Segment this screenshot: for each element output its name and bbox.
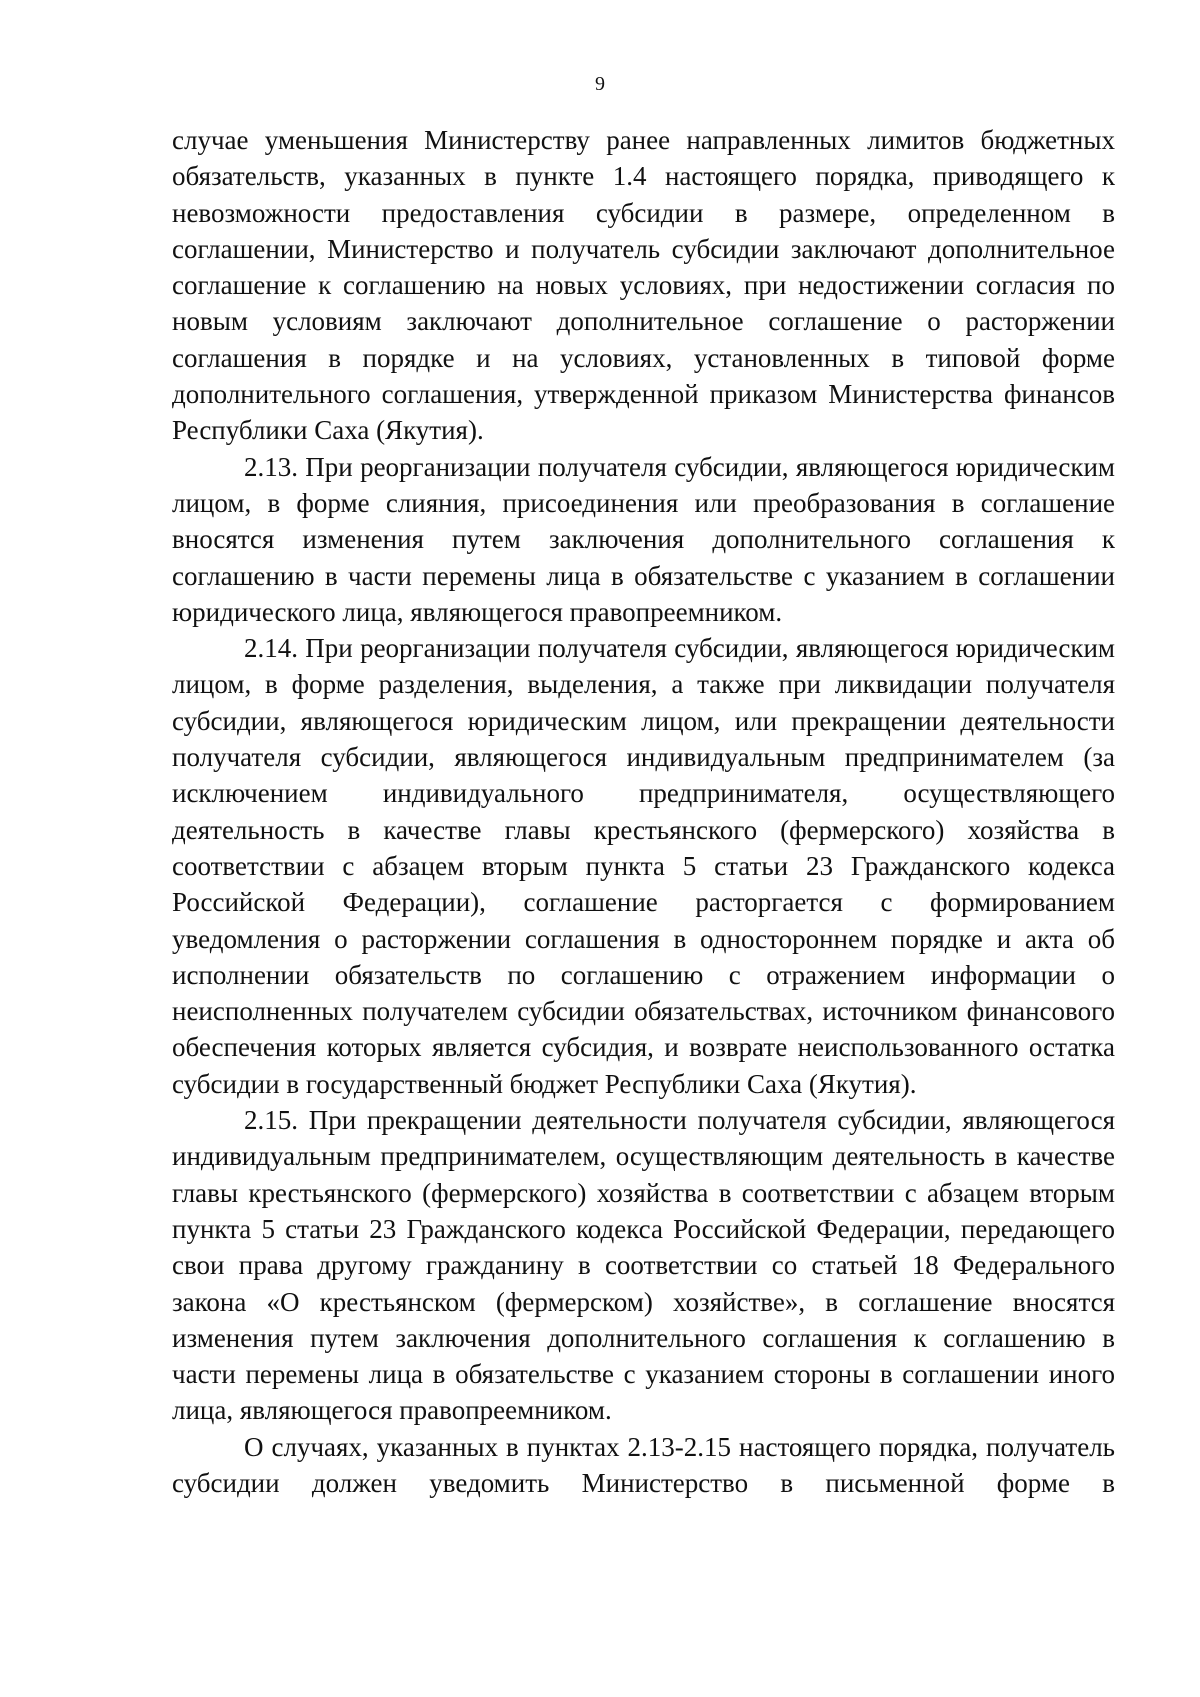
paragraph-2-14: 2.14. При реорганизации получателя субсидии, являющегося юридическим лицом, в форме разделения, выделения, а также при ликвидации получателя субсидии, являющегося юридическим лицом, или прекращении деятельности получателя субсидии, являющегося индивидуальным предпринимателем (за исключением индивидуального предпринимателя, осуществляющего деятельность в качестве главы крестьянского (фермерского) хозяйства в соответствии с абзацем вторым пункта 5 статьи 23 Гражданского кодекса Российской Федерации), соглашение расторгается с формированием уведомления о расторжении соглашения в одностороннем порядке и акта об исполнении обязательств по соглашению с отражением информации о неисполненных получателем субсидии обязательствах, источником финансового обеспечения которых является субсидия, и возврате неиспользованного остатка субсидии в государственный бюджет Республики Саха (Якутия). (172, 633, 1115, 1099)
document-body (172, 122, 1115, 1501)
paragraph-notice: О случаях, указанных в пунктах 2.13-2.15 настоящего порядка, получатель субсидии должен уведомить Министерство в письменной форме в (172, 1431, 1115, 1498)
paragraph-2-15: 2.15. При прекращении деятельности получателя субсидии, являющегося индивидуальным предпринимателем, осуществляющим деятельность в качестве главы крестьянского (фермерского) хозяйства в соответствии с абзацем вторым пункта 5 статьи 23 Гражданского кодекса Российской Федерации, передающего свои права другому гражданину в соответствии со статьей 18 Федерального закона «О крестьянском (фермерском) хозяйстве», в соглашение вносятся изменения путем заключения дополнительного соглашения к соглашению в части перемены лица в обязательстве с указанием стороны в соглашении иного лица, являющегося правопреемником. (172, 1105, 1115, 1426)
paragraph-continuation: случае уменьшения Министерству ранее направленных лимитов бюджетных обязательств, указанных в пункте 1.4 настоящего порядка, приводящего к невозможности предоставления субсидии в размере, определенном в соглашении, Министерство и получатель субсидии заключают дополнительное соглашение к соглашению на новых условиях, при недостижении согласия по новым условиям заключают дополнительное соглашение о расторжении соглашения в порядке и на условиях, установленных в типовой форме дополнительного соглашения, утвержденной приказом Министерства финансов Республики Саха (Якутия). (172, 125, 1115, 446)
paragraph-2-13: 2.13. При реорганизации получателя субсидии, являющегося юридическим лицом, в форме слияния, присоединения или преобразования в соглашение вносятся изменения путем заключения дополнительного соглашения к соглашению в части перемены лица в обязательстве с указанием в соглашении юридического лица, являющегося правопреемником. (172, 451, 1115, 627)
page-number: 9 (595, 73, 605, 95)
